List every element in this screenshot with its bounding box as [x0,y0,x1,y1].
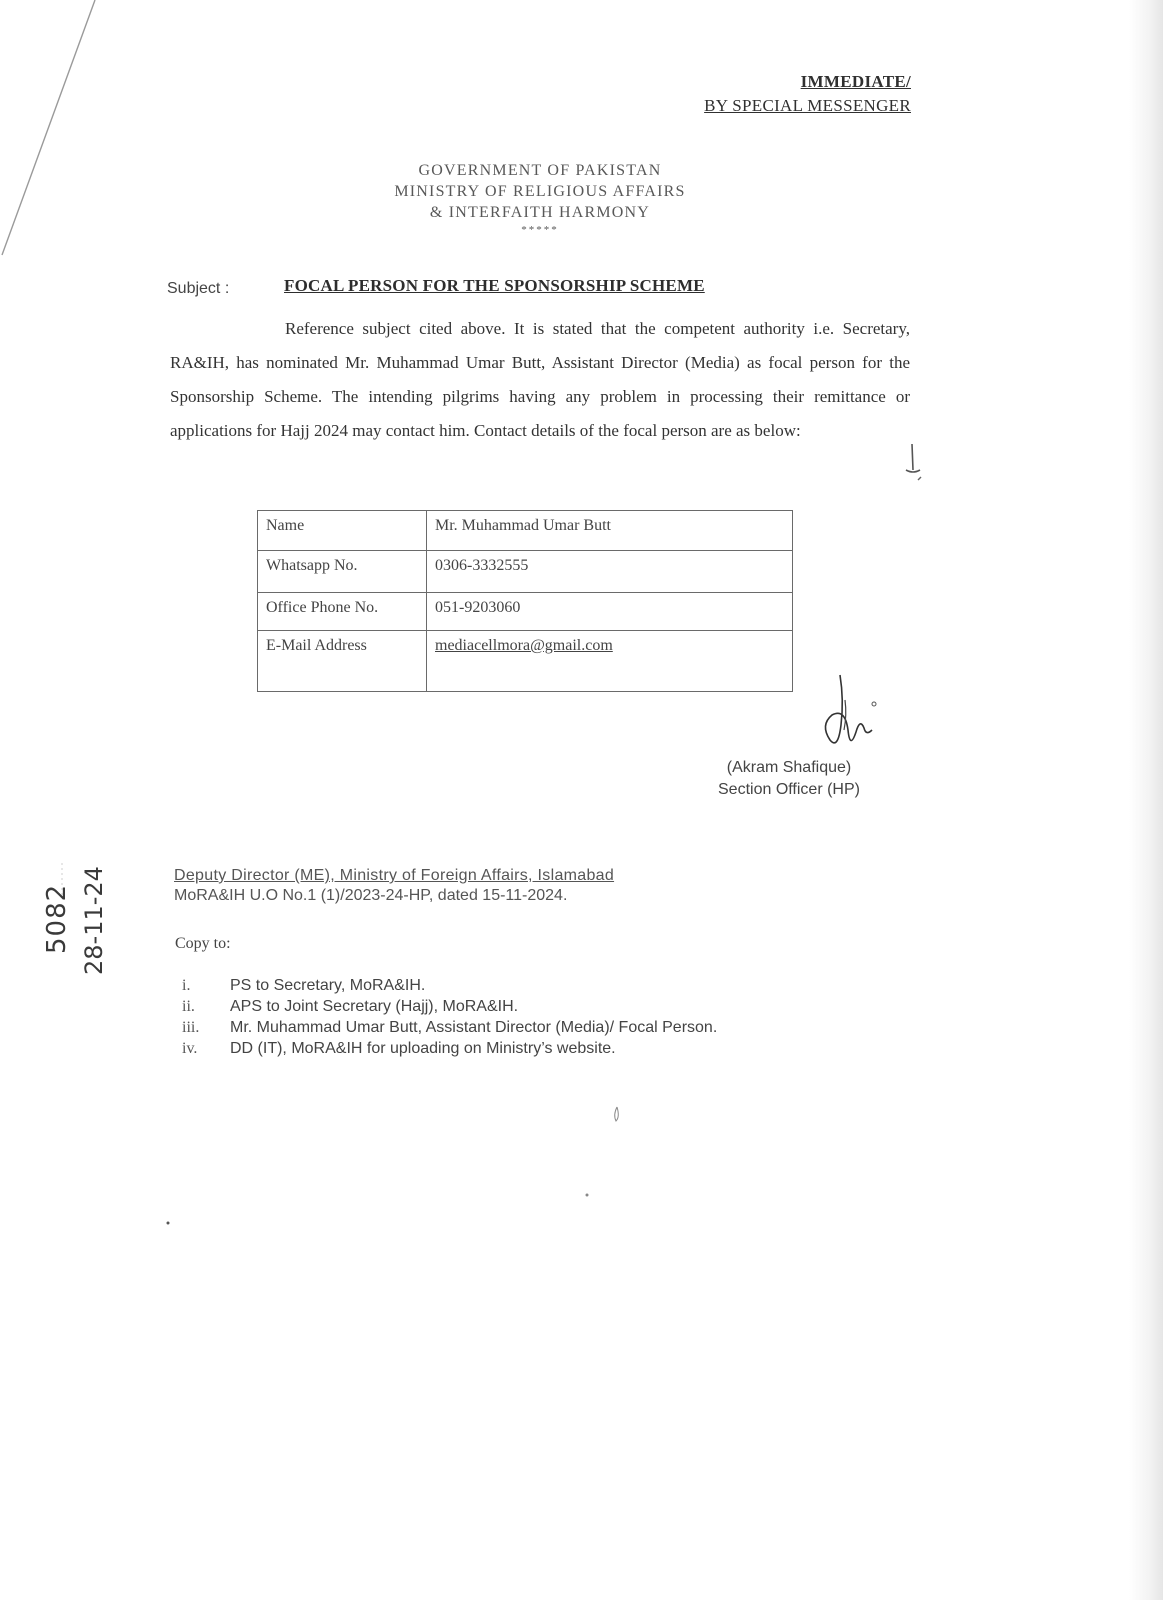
list-item-text: PS to Secretary, MoRA&IH. [230,977,426,994]
list-item [182,996,717,1017]
list-item [182,1017,717,1038]
signature-image [800,670,890,770]
letterhead-stars: ***** [521,224,559,236]
list-item [182,1038,717,1059]
priority-immediate: IMMEDIATE/ [800,72,911,91]
table-value-name: Mr. Muhammad Umar Butt [427,511,793,551]
signer-designation: Section Officer (HP) [718,781,860,798]
scan-fold-line [0,0,120,260]
table-value-email[interactable]: mediacellmora@gmail.com [427,631,793,692]
scan-dot [584,1192,590,1198]
letterhead-government: GOVERNMENT OF PAKISTAN [418,162,662,179]
subject-label: Subject : [167,280,230,297]
table-value-whatsapp: 0306-3332555 [427,551,793,593]
letterhead-harmony: & INTERFAITH HARMONY [429,204,651,221]
priority-special-messenger: BY SPECIAL MESSENGER [704,96,911,115]
table-row [258,631,793,692]
letterhead-ministry: MINISTRY OF RELIGIOUS AFFAIRS [394,183,686,200]
table-row [258,511,793,551]
list-item-number: iii. [182,1019,200,1036]
table-label-whatsapp: Whatsapp No. [258,551,427,593]
table-value-office-phone: 051-9203060 [427,593,793,631]
table-label-email: E-Mail Address [258,631,427,692]
table-row [258,593,793,631]
contact-details-table [257,510,793,692]
scan-edge-shadow [1129,0,1163,1600]
list-item [182,975,717,996]
signer-block [718,757,860,801]
table-label-name: Name [258,511,427,551]
list-item-number: iv. [182,1040,198,1057]
list-item-number: ii. [182,998,195,1015]
priority-marking [704,70,911,118]
table-label-office-phone: Office Phone No. [258,593,427,631]
body-paragraph: Reference subject cited above. It is stated that the competent authority i.e. Secretary, RA&IH, has nominated Mr. Muhammad Umar Butt, Assistant Director (Media) as focal person for the Sponsorship Scheme. The intending pilgrims having any problem in processing their remittance or applications for Hajj 2024 may contact him. Contact details of the focal person are as below: [170,319,910,440]
scan-dot [165,1220,171,1226]
scan-speck [610,1105,624,1125]
subject-title: FOCAL PERSON FOR THE SPONSORSHIP SCHEME [284,276,705,295]
signer-name: (Akram Shafique) [726,759,852,776]
addressee-reference: MoRA&IH U.O No.1 (1)/2023-24-HP, dated 15-11-2024. [174,887,568,904]
letterhead [360,160,720,237]
handwritten-diary-date: 28-11-24 [80,866,108,975]
copy-to-label: Copy to: [175,935,231,952]
copy-to-list [182,975,717,1059]
addressee-block [174,866,614,906]
list-item-text: DD (IT), MoRA&IH for uploading on Ministry’s website. [230,1040,616,1057]
table-row [258,551,793,593]
list-item-text: Mr. Muhammad Umar Butt, Assistant Director (Media)/ Focal Person. [230,1019,718,1036]
addressee-to: Deputy Director (ME), Ministry of Foreign Affairs, Islamabad [174,867,615,884]
handwritten-diary-number: 5082 [42,883,72,954]
handwritten-margin-mark [900,440,930,485]
list-item-text: APS to Joint Secretary (Hajj), MoRA&IH. [230,998,519,1015]
list-item-number: i. [182,977,191,994]
